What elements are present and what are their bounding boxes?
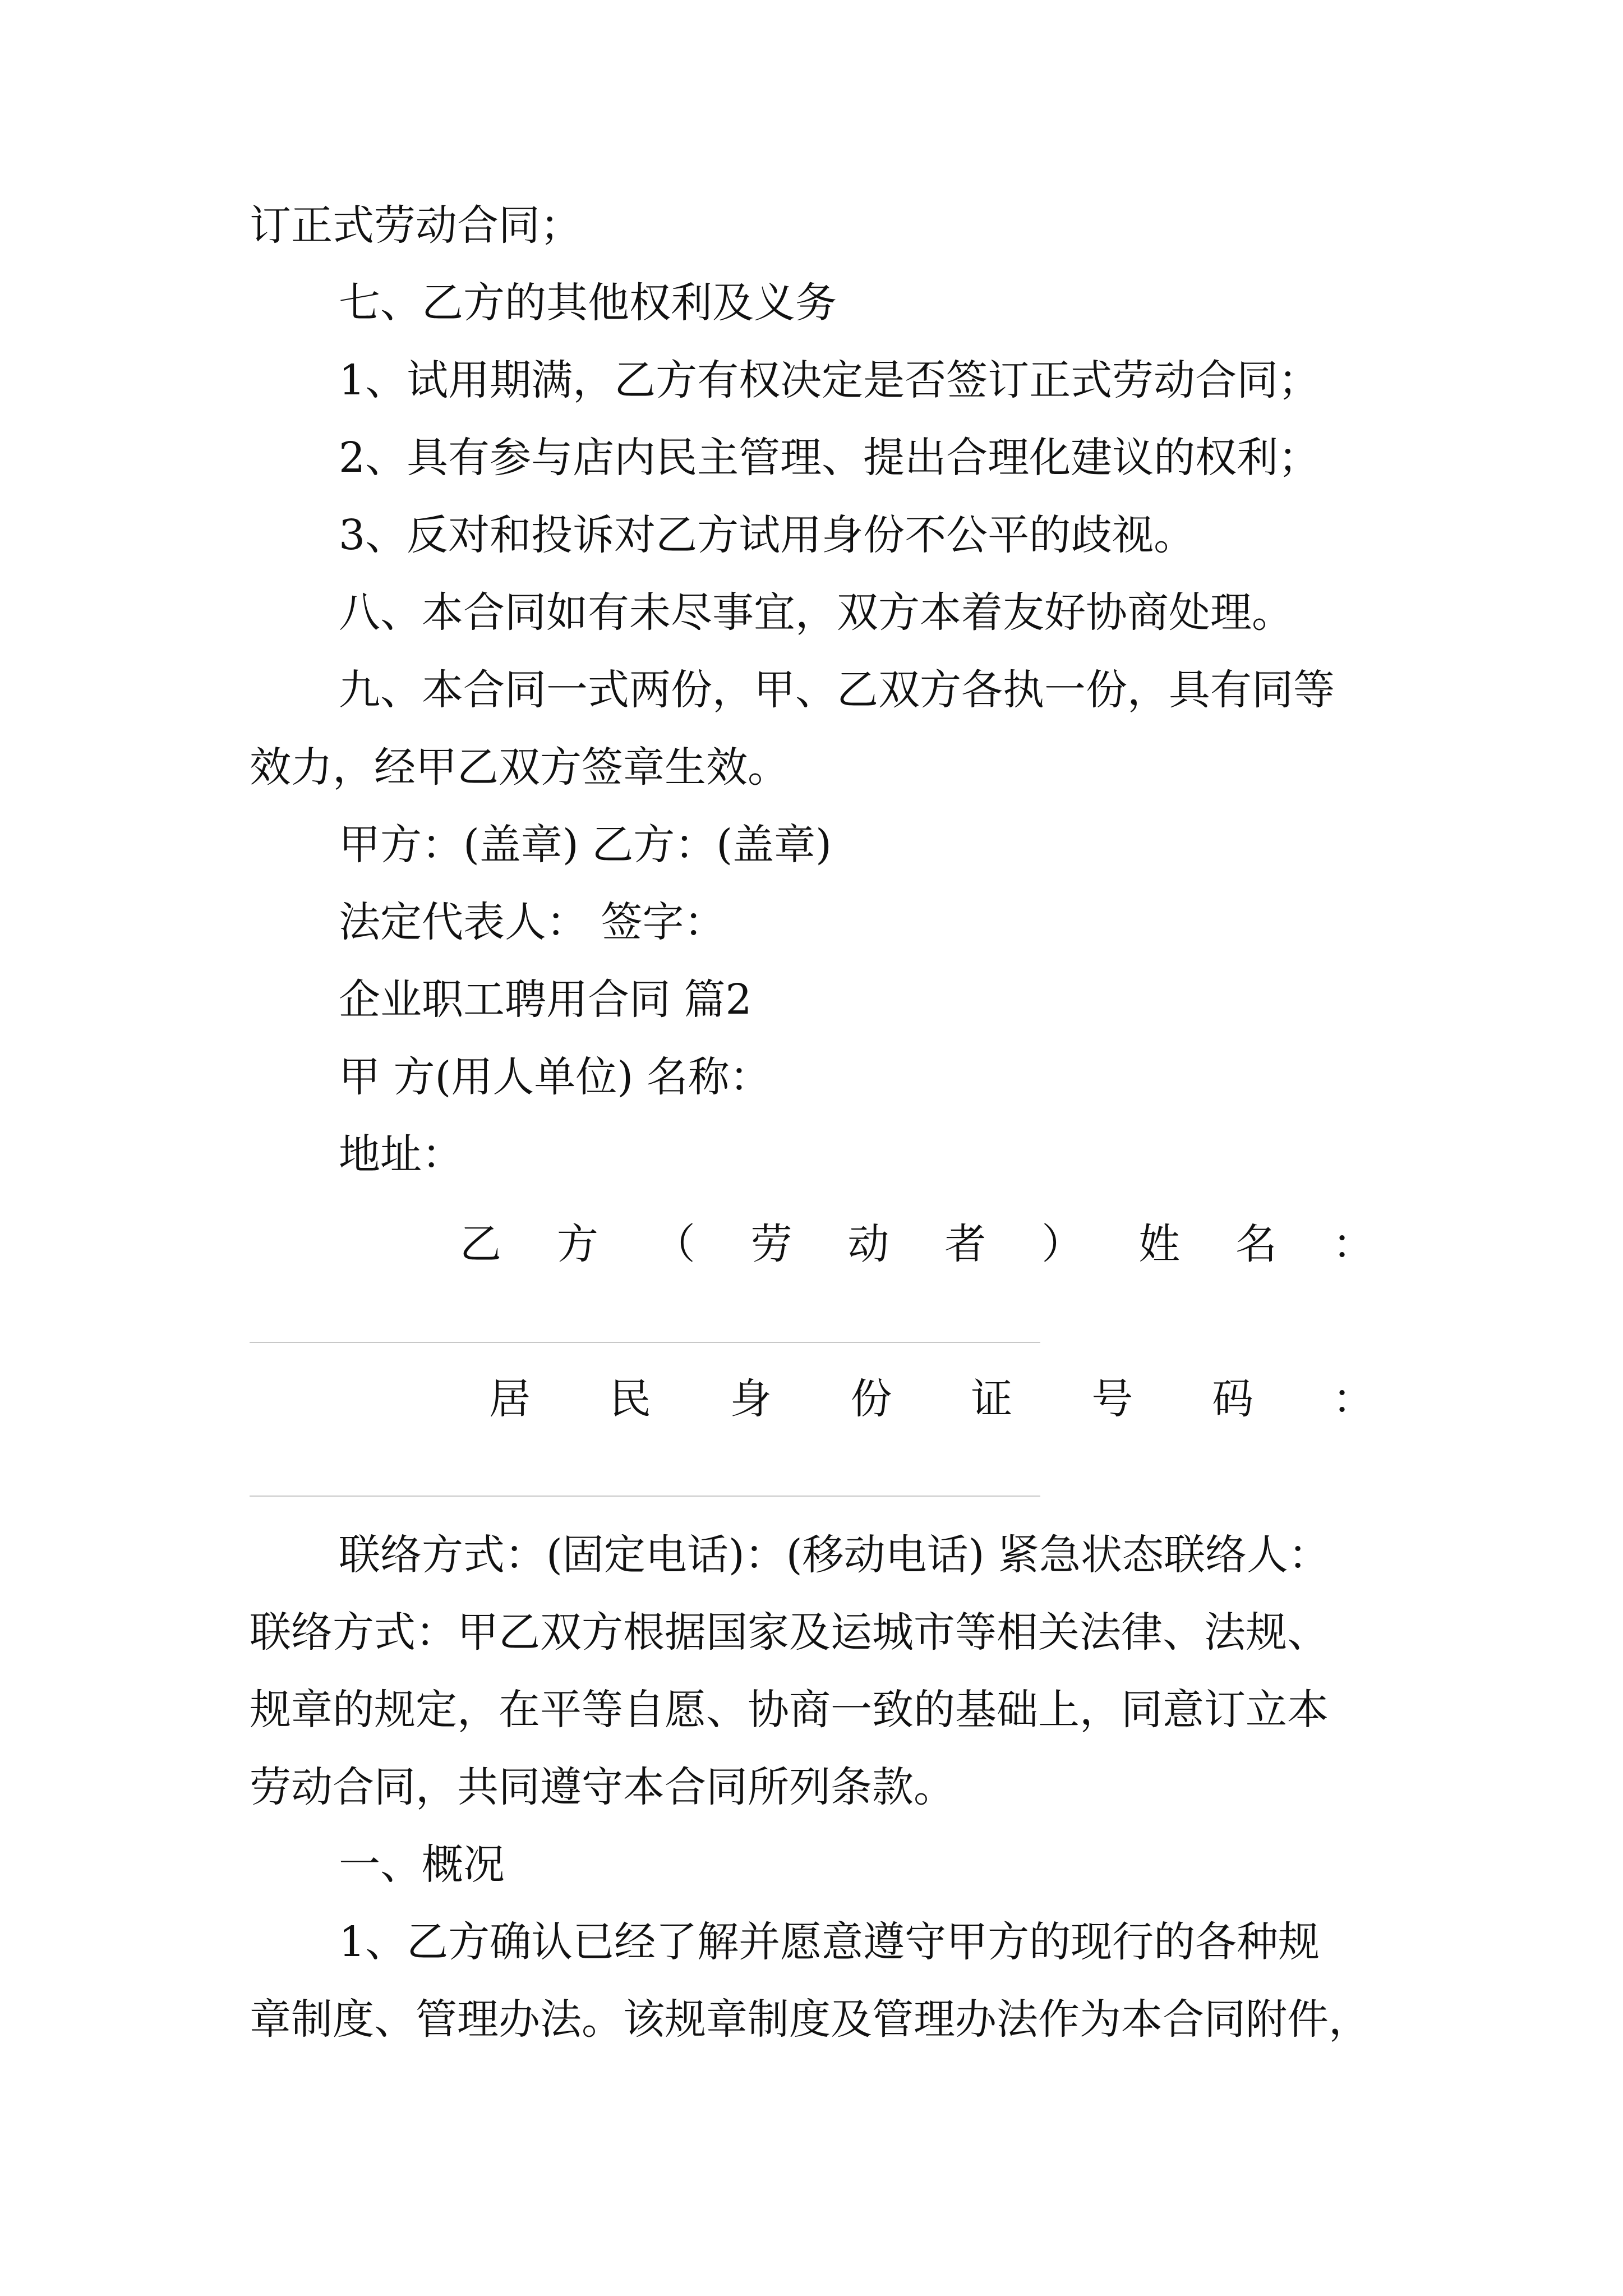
spread-char: 号 [1091,1375,1133,1423]
text-line: 效力，经甲乙双方签章生效。 [250,743,789,792]
spread-char: ： [1332,1220,1374,1268]
spread-char: 乙 [460,1220,501,1268]
spread-char: 劳 [750,1220,792,1268]
contact-line: 联络方式：(固定电话)：(移动电话) 紧急状态联络人： [339,1531,1330,1579]
text-line: 1、试用期满，乙方有权决定是否签订正式劳动合同； [339,356,1320,404]
signature-line: 甲方：(盖章) 乙方：(盖章) [339,821,832,869]
blank-underline [250,1496,1040,1497]
section-heading: 一、概况 [339,1841,505,1889]
text-line: 1、乙方确认已经了解并愿意遵守甲方的现行的各种规 [339,1918,1320,1966]
contract-title: 企业职工聘用合同 篇2 [339,976,752,1024]
spread-char: 动 [847,1220,889,1268]
text-line: 2、具有参与店内民主管理、提出合理化建议的权利； [339,434,1320,482]
section-heading: 八、本合同如有未尽事宜，双方本着友好协商处理。 [339,588,1293,637]
spread-char: 身 [730,1375,772,1423]
spread-char: 者 [944,1220,986,1268]
spread-char: ： [1332,1375,1374,1423]
signature-line: 法定代表人： 签字： [339,898,726,946]
text-line: 规章的规定，在平等自愿、协商一致的基础上，同意订立本 [250,1686,1329,1734]
spread-char: ） [1041,1220,1083,1268]
text-line: 订正式劳动合同； [250,201,582,250]
text-line: 章制度、管理办法。该规章制度及管理办法作为本合同附件， [250,1995,1370,2044]
spread-char: 证 [971,1375,1013,1423]
party-b-name-line [460,1216,1374,1272]
party-a-name-line: 甲 方(用人单位) 名称： [339,1053,771,1101]
text-line: 劳动合同，共同遵守本合同所列条款。 [250,1763,955,1811]
section-heading: 七、乙方的其他权利及义务 [339,279,837,327]
spread-char: 姓 [1138,1220,1181,1268]
address-line: 地址： [339,1130,463,1179]
blank-underline [250,1342,1040,1343]
spread-char: 民 [609,1375,651,1423]
spread-char: 名 [1235,1220,1277,1268]
spread-char: 方 [556,1220,598,1268]
text-line: 3、反对和投诉对乙方试用身份不公平的歧视。 [339,511,1196,559]
spread-char: 份 [850,1375,892,1423]
spread-char: （ [653,1220,695,1268]
id-number-line [489,1371,1374,1427]
text-line: 联络方式：甲乙双方根据国家及运城市等相关法律、法规、 [250,1608,1329,1657]
section-heading: 九、本合同一式两份，甲、乙双方各执一份，具有同等 [339,666,1335,714]
spread-char: 居 [489,1375,531,1423]
spread-char: 码 [1212,1375,1254,1423]
